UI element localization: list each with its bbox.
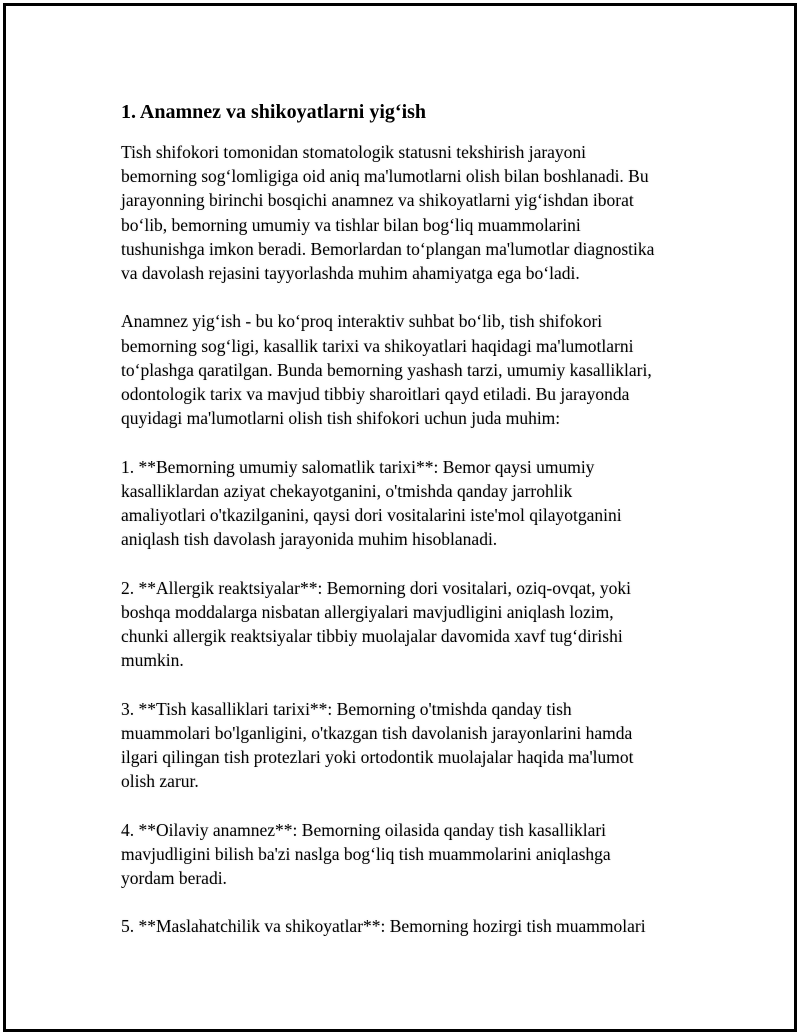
text-line: odontologik tarix va mavjud tibbiy sharoitlari qayd etiladi. Bu jarayonda <box>121 384 630 405</box>
text-line: aniqlash tish davolash jarayonida muhim hisoblanadi. <box>121 529 498 550</box>
text-line: Tish shifokori tomonidan stomatologik statusni tekshirish jarayoni <box>121 142 587 162</box>
text-line: ilgari qilingan tish protezlari yoki ortodontik muolajalar haqida ma'lumot <box>121 747 634 768</box>
text-line: boshqa moddalarga nisbatan allergiyalari mavjudligini aniqlash lozim, <box>121 601 614 622</box>
text-line: to‘plashga qaratilgan. Bunda bemorning yashash tarzi, umumiy kasalliklari, <box>121 359 652 380</box>
paragraph <box>121 818 691 891</box>
text-line: jarayonning birinchi bosqichi anamnez va shikoyatlarni yig‘ishdan iborat <box>121 190 634 211</box>
text-line: mumkin. <box>121 650 184 671</box>
paragraph <box>121 309 691 430</box>
text-line: bo‘lib, bemorning umumiy va tishlar bilan bog‘liq muammolarini <box>121 214 581 235</box>
text-line: mavjudligini bilish ba'zi naslga bog‘liq tish muammolarini aniqlashga <box>121 843 611 864</box>
text-line: tushunishga imkon beradi. Bemorlardan to‘plangan ma'lumotlar diagnostika <box>121 238 655 259</box>
paragraph <box>121 697 691 794</box>
text-line: yordam beradi. <box>121 868 227 889</box>
paragraph <box>121 140 691 285</box>
text-line: 2. **Allergik reaktsiyalar**: Bemorning dori vositalari, oziq-ovqat, yoki <box>121 577 631 598</box>
text-line: 5. **Maslahatchilik va shikoyatlar**: Bemorning hozirgi tish muammolari <box>121 916 646 937</box>
paragraph-container <box>121 140 691 939</box>
text-line: bemorning sog‘ligi, kasallik tarixi va shikoyatlari haqidagi ma'lumotlarni <box>121 335 634 356</box>
text-line: 4. **Oilaviy anamnez**: Bemorning oilasida qanday tish kasalliklari <box>121 819 607 840</box>
text-line: kasalliklardan aziyat chekayotganini, o'tmishda qanday jarrohlik <box>121 480 573 501</box>
text-line: 1. **Bemorning umumiy salomatlik tarixi**: Bemor qaysi umumiy <box>121 456 595 477</box>
text-line: va davolash rejasini tayyorlashda muhim ahamiyatga ega bo‘ladi. <box>121 263 580 284</box>
text-line: amaliyotlari o'tkazilganini, qaysi dori vositalarini iste'mol qilayotganini <box>121 505 622 526</box>
text-line: Anamnez yig‘ish - bu ko‘proq interaktiv suhbat bo‘lib, tish shifokori <box>121 311 603 332</box>
text-line: olish zarur. <box>121 771 199 792</box>
text-line: muammolari bo'lganligini, o'tkazgan tish davolanish jarayonlarini hamda <box>121 722 633 743</box>
text-line: bemorning sog‘lomligiga oid aniq ma'lumotlarni olish bilan boshlanadi. Bu <box>121 166 649 187</box>
section-heading: 1. Anamnez va shikoyatlarni yig‘ish <box>121 101 427 123</box>
paragraph <box>121 576 691 673</box>
document-body <box>121 98 691 963</box>
paragraph <box>121 914 691 938</box>
text-line: 3. **Tish kasalliklari tarixi**: Bemorning o'tmishda qanday tish <box>121 698 572 719</box>
text-line: chunki allergik reaktsiyalar tibbiy muolajalar davomida xavf tug‘dirishi <box>121 626 623 647</box>
page-frame <box>3 3 797 1032</box>
paragraph <box>121 455 691 552</box>
text-line: quyidagi ma'lumotlarni olish tish shifokori uchun juda muhim: <box>121 408 561 429</box>
